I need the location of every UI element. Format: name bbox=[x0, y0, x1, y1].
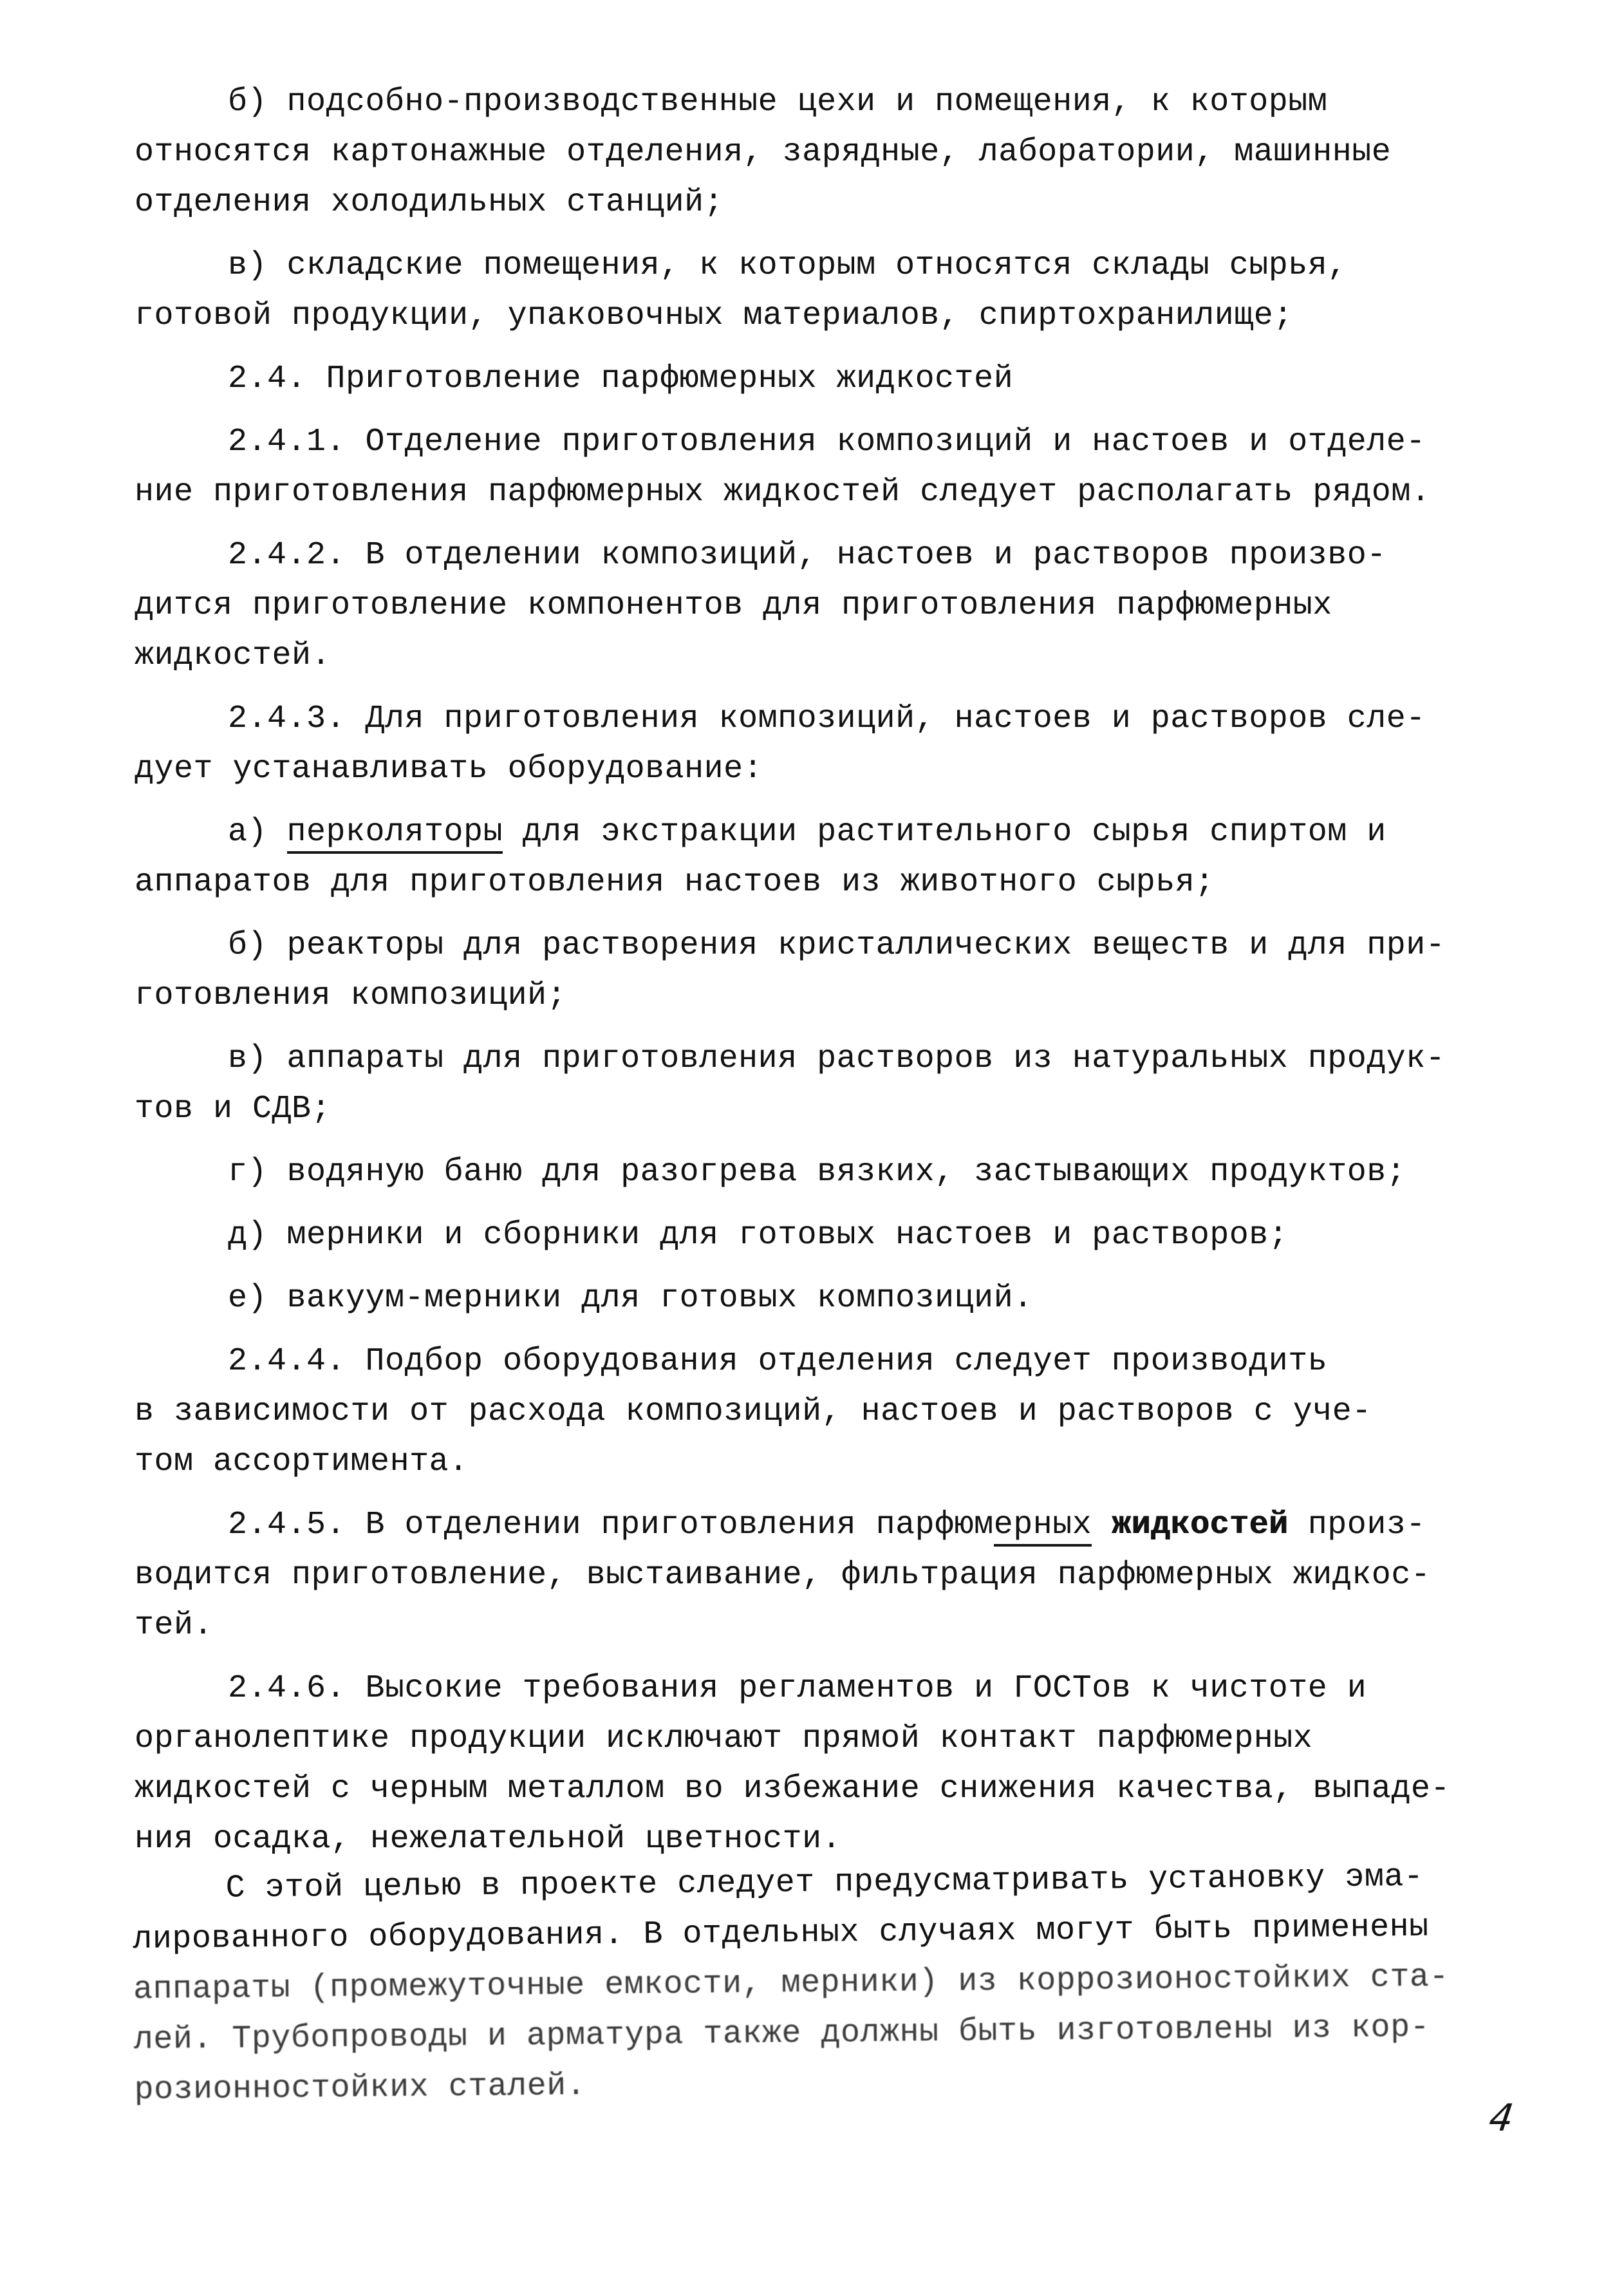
line-text: произ- bbox=[1288, 1507, 1426, 1543]
list-item-g-water-bath bbox=[135, 1147, 1506, 1198]
typewritten-text-block bbox=[135, 77, 1506, 2116]
paragraph-subsidiary-shops bbox=[135, 77, 1506, 228]
text-line: 2.4.1. Отделение приготовления композиций и настоев и отделе- bbox=[228, 424, 1426, 460]
text-line: аппараты (промежуточные емкости, мерники) из коррозионостойких ста- bbox=[133, 1959, 1450, 2009]
text-line: розионностойких сталей. bbox=[134, 2067, 586, 2109]
text-line: жидкостей с черным металлом во избежание снижения качества, выпаде- bbox=[135, 1771, 1450, 1807]
list-marker: а) bbox=[228, 814, 287, 851]
overstruck-bold-word: жидкостей bbox=[1111, 1507, 1289, 1543]
list-item-v-apparatus bbox=[135, 1034, 1506, 1134]
line-text bbox=[1092, 1507, 1112, 1543]
text-line: С этой целью в проекте следует предусматривать установку эма- bbox=[225, 1858, 1424, 1907]
paragraph-warehouses bbox=[135, 241, 1506, 341]
paragraph-2-4-2 bbox=[135, 531, 1506, 681]
line-text: для экстракции растительного сырья спиртом и bbox=[503, 814, 1386, 851]
text-line: б) подсобно-производственные цехи и помещения, к которым bbox=[228, 84, 1328, 120]
text-line: тов и СДВ; bbox=[135, 1091, 331, 1127]
underlined-correction: ерных bbox=[994, 1507, 1092, 1547]
text-line: органолептике продукции исключают прямой контакт парфюмерных bbox=[135, 1720, 1313, 1757]
paragraph-2-4-4 bbox=[135, 1337, 1506, 1487]
text-line: д) мерники и сборники для готовых настоев и растворов; bbox=[228, 1217, 1289, 1254]
text-line: отделения холодильных станций; bbox=[135, 184, 724, 221]
text-line: 2.4.2. В отделении композиций, настоев и растворов произво- bbox=[228, 537, 1386, 574]
text-line: лей. Трубопроводы и арматура также должны быть изготовлены из кор- bbox=[133, 2009, 1430, 2059]
list-item-e-vacuum-tanks bbox=[135, 1274, 1506, 1324]
text-line: лированного оборудования. В отдельных случаях могут быть применены bbox=[133, 1908, 1429, 1959]
paragraph-2-4-5 bbox=[135, 1500, 1506, 1651]
section-heading-2-4 bbox=[135, 354, 1506, 404]
text-line: г) водяную баню для разогрева вязких, застывающих продуктов; bbox=[228, 1154, 1406, 1191]
paragraph-enamel-equipment bbox=[132, 1852, 1506, 2116]
text-line bbox=[135, 1500, 1506, 1550]
text-line: в зависимости от расхода композиций, настоев и растворов с уче- bbox=[135, 1393, 1372, 1430]
text-line: готовой продукции, упаковочных материалов, спиртохранилище; bbox=[135, 297, 1293, 334]
text-line: ния осадка, нежелательной цветности. bbox=[135, 1821, 842, 1858]
text-line: ние приготовления парфюмерных жидкостей следует располагать рядом. bbox=[135, 474, 1431, 511]
text-line: в) аппараты для приготовления растворов из натуральных продук- bbox=[228, 1040, 1446, 1077]
text-line: е) вакуум-мерники для готовых композиций. bbox=[228, 1280, 1033, 1317]
line-text: 2.4.5. В отделении приготовления парфюм bbox=[228, 1507, 994, 1543]
paragraph-2-4-6 bbox=[135, 1664, 1506, 1865]
list-item-b-reactors bbox=[135, 921, 1506, 1021]
text-line: тей. bbox=[135, 1607, 214, 1644]
text-line: в) складские помещения, к которым относятся склады сырья, bbox=[228, 247, 1347, 284]
text-line: б) реакторы для растворения кристаллических веществ и для при- bbox=[228, 927, 1446, 964]
text-line: дится приготовление компонентов для приготовления парфюмерных bbox=[135, 587, 1332, 624]
text-line bbox=[135, 807, 1506, 858]
underlined-term-percolators: перколяторы bbox=[287, 814, 503, 854]
text-line: 2.4.6. Высокие требования регламентов и ГОСТов к чистоте и bbox=[228, 1670, 1367, 1707]
text-line: относятся картонажные отделения, зарядные, лаборатории, машинные bbox=[135, 134, 1392, 171]
text-line: дует устанавливать оборудование: bbox=[135, 751, 763, 787]
text-line: том ассортимента. bbox=[135, 1444, 469, 1480]
text-line: 2.4.3. Для приготовления композиций, настоев и растворов сле- bbox=[228, 701, 1426, 737]
page-number: 4 bbox=[1486, 2096, 1517, 2140]
list-item-d-measuring-tanks bbox=[135, 1210, 1506, 1261]
text-line: 2.4.4. Подбор оборудования отделения следует производить bbox=[228, 1343, 1328, 1380]
list-item-a-percolators bbox=[135, 807, 1506, 908]
paragraph-2-4-1 bbox=[135, 417, 1506, 518]
text-line: аппаратов для приготовления настоев из животного сырья; bbox=[135, 864, 1215, 901]
text-line: готовления композиций; bbox=[135, 977, 567, 1014]
paragraph-2-4-3 bbox=[135, 694, 1506, 795]
text-line: водится приготовление, выстаивание, фильтрация парфюмерных жидкос- bbox=[135, 1557, 1431, 1594]
text-line: жидкостей. bbox=[135, 637, 331, 674]
section-title: 2.4. Приготовление парфюмерных жидкостей bbox=[228, 361, 1014, 397]
